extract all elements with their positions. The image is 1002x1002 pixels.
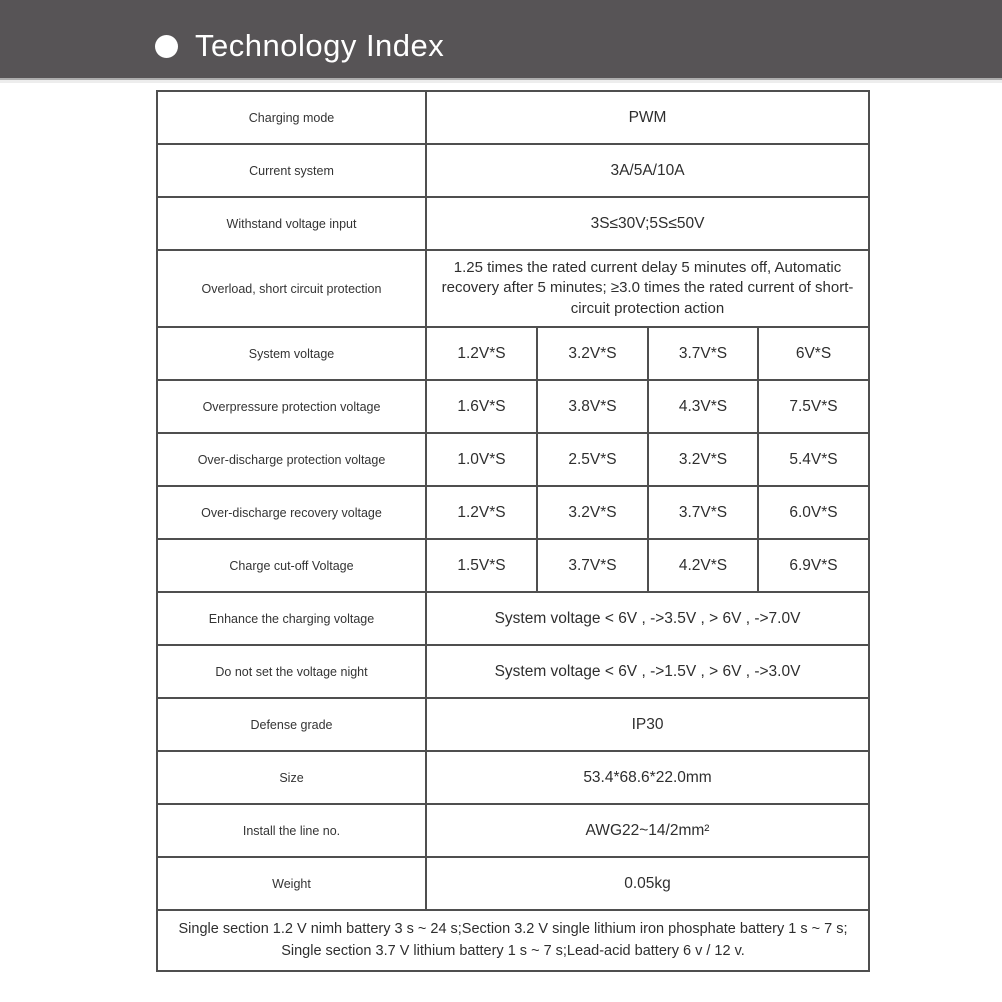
spec-value: 3S≤30V;5S≤50V <box>426 197 869 250</box>
spec-label: Weight <box>157 857 426 910</box>
spec-value: PWM <box>426 91 869 144</box>
table-row <box>157 486 869 539</box>
spec-value: 5.4V*S <box>758 433 869 486</box>
footer-note <box>157 910 869 971</box>
spec-value: 1.2V*S <box>426 327 537 380</box>
spec-value: 4.2V*S <box>648 539 758 592</box>
spec-label: Charge cut-off Voltage <box>157 539 426 592</box>
spec-value: AWG22~14/2mm² <box>426 804 869 857</box>
spec-value: 1.25 times the rated current delay 5 minutes off, Automatic recovery after 5 minutes; ≥3.0 times the rated current of short-circuit protection action <box>426 250 869 327</box>
spec-label: Overpressure protection voltage <box>157 380 426 433</box>
spec-label: Do not set the voltage night <box>157 645 426 698</box>
spec-label: Over-discharge protection voltage <box>157 433 426 486</box>
spec-value: 1.5V*S <box>426 539 537 592</box>
table-row <box>157 592 869 645</box>
spec-label: System voltage <box>157 327 426 380</box>
spec-value: 53.4*68.6*22.0mm <box>426 751 869 804</box>
spec-value: 3.7V*S <box>648 486 758 539</box>
spec-label: Overload, short circuit protection <box>157 250 426 327</box>
footer-note-line2: Single section 3.7 V lithium battery 1 s ~ 7 s;Lead-acid battery 6 v / 12 v. <box>281 942 745 959</box>
spec-label: Over-discharge recovery voltage <box>157 486 426 539</box>
spec-label: Size <box>157 751 426 804</box>
spec-value: 3.7V*S <box>648 327 758 380</box>
spec-value: 3.2V*S <box>648 433 758 486</box>
table-row <box>157 433 869 486</box>
spec-value: 6.9V*S <box>758 539 869 592</box>
footer-note-line1: Single section 1.2 V nimh battery 3 s ~ 24 s;Section 3.2 V single lithium iron phosphate battery 1 s ~ 7 s; <box>178 921 848 938</box>
spec-label: Current system <box>157 144 426 197</box>
table-row <box>157 327 869 380</box>
table-row <box>157 804 869 857</box>
table-row <box>157 380 869 433</box>
spec-value: 3.7V*S <box>537 539 648 592</box>
spec-label: Charging mode <box>157 91 426 144</box>
spec-value: IP30 <box>426 698 869 751</box>
header-band <box>0 0 1002 78</box>
table-row <box>157 144 869 197</box>
table-row <box>157 698 869 751</box>
spec-table <box>156 90 870 972</box>
table-row <box>157 197 869 250</box>
spec-value: 1.6V*S <box>426 380 537 433</box>
spec-value: 3.8V*S <box>537 380 648 433</box>
spec-label: Install the line no. <box>157 804 426 857</box>
spec-value: 6V*S <box>758 327 869 380</box>
bullet-circle-icon <box>155 35 178 58</box>
table-row <box>157 857 869 910</box>
spec-value: 0.05kg <box>426 857 869 910</box>
table-row <box>157 91 869 144</box>
spec-value: 4.3V*S <box>648 380 758 433</box>
table-row <box>157 250 869 327</box>
spec-value: System voltage < 6V , ->1.5V , > 6V , ->3.0V <box>426 645 869 698</box>
spec-table-container <box>156 90 1002 972</box>
page-title: Technology Index <box>195 28 445 63</box>
spec-value: 7.5V*S <box>758 380 869 433</box>
spec-label: Enhance the charging voltage <box>157 592 426 645</box>
spec-label: Defense grade <box>157 698 426 751</box>
spec-value: System voltage < 6V , ->3.5V , > 6V , ->7.0V <box>426 592 869 645</box>
spec-value: 1.0V*S <box>426 433 537 486</box>
spec-value: 2.5V*S <box>537 433 648 486</box>
spec-label: Withstand voltage input <box>157 197 426 250</box>
spec-value: 1.2V*S <box>426 486 537 539</box>
spec-value: 6.0V*S <box>758 486 869 539</box>
spec-value: 3A/5A/10A <box>426 144 869 197</box>
table-footer-row <box>157 910 869 971</box>
table-row <box>157 645 869 698</box>
spec-value: 3.2V*S <box>537 486 648 539</box>
spec-value: 3.2V*S <box>537 327 648 380</box>
table-row <box>157 751 869 804</box>
table-row <box>157 539 869 592</box>
